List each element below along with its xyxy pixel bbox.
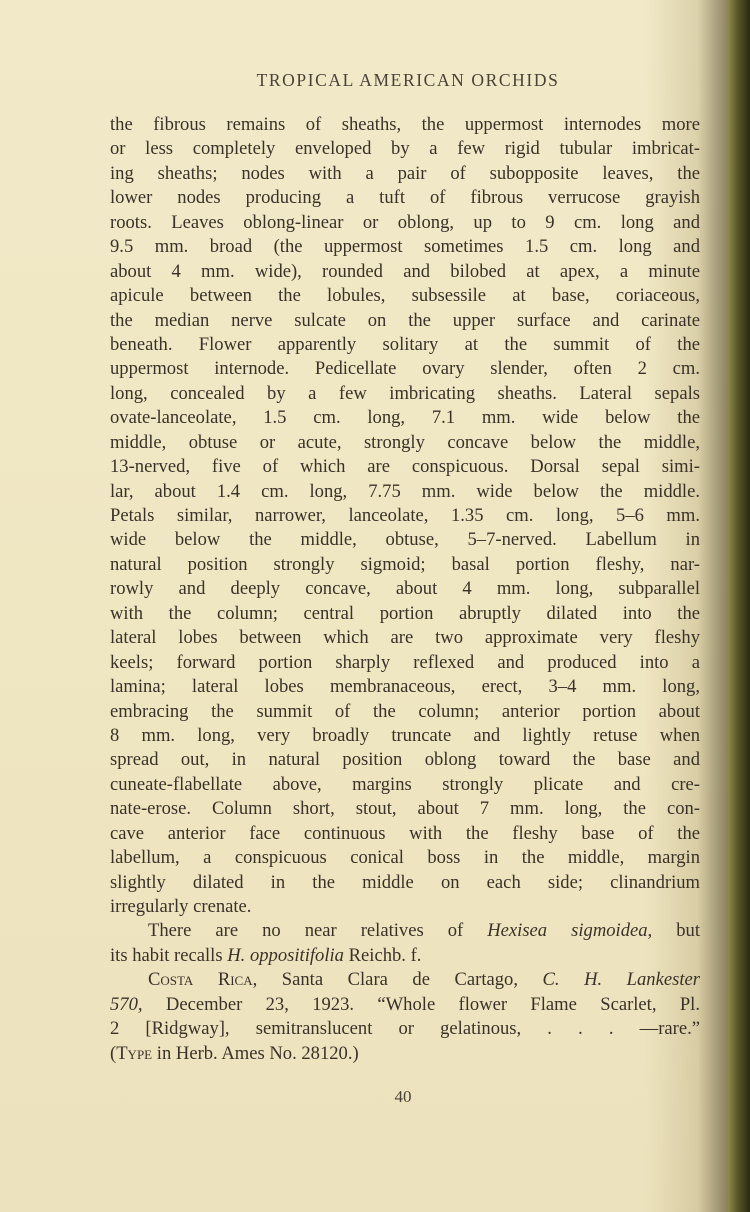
type-label: Type bbox=[116, 1042, 153, 1064]
specimen-number: 570, bbox=[110, 993, 143, 1015]
text-line: with the column; central portion abruptly dilated into the bbox=[110, 602, 700, 624]
text-line: 8 mm. long, very broadly truncate and lightly retuse when bbox=[110, 724, 700, 746]
relatives-text: its habit recalls bbox=[110, 944, 228, 966]
text-line: uppermost internode. Pedicellate ovary slender, often 2 cm. bbox=[110, 358, 700, 380]
text-line: irregularly crenate. bbox=[110, 896, 252, 917]
specimen-line-2 bbox=[110, 993, 700, 1017]
specimen-collector: C. H. Lankester bbox=[542, 969, 700, 991]
book-spine-shadow bbox=[728, 0, 750, 1212]
species-name: Hexisea sigmoidea, bbox=[487, 920, 653, 942]
text-line: apicule between the lobules, subsessile at base, coriaceous, bbox=[110, 285, 700, 307]
specimen-text: December 23, 1923. “Whole flower Flame Scarlet, Pl. bbox=[142, 993, 700, 1015]
description-paragraph bbox=[110, 113, 700, 919]
body-text bbox=[110, 113, 700, 1066]
text-line: 13-nerved, five of which are conspicuous. Dorsal sepal simi- bbox=[110, 456, 700, 478]
text-line: spread out, in natural position oblong toward the base and bbox=[110, 749, 700, 771]
specimen-text: 2 [Ridgway], semitranslucent or gelatinous, . . . —rare.” bbox=[110, 1018, 700, 1040]
text-line: labellum, a conspicuous conical boss in the middle, margin bbox=[110, 847, 700, 869]
text-line: about 4 mm. wide), rounded and bilobed at apex, a minute bbox=[110, 260, 700, 282]
text-line: middle, obtuse or acute, strongly concave below the middle, bbox=[110, 431, 700, 453]
relatives-text: Reichb. f. bbox=[343, 944, 422, 966]
text-line: wide below the middle, obtuse, 5–7-nerved. Labellum in bbox=[110, 529, 700, 551]
text-line: lateral lobes between which are two approximate very fleshy bbox=[110, 627, 700, 649]
text-line: 9.5 mm. broad (the uppermost sometimes 1.5 cm. long and bbox=[110, 236, 700, 258]
specimen-line-4 bbox=[110, 1042, 700, 1066]
text-line: nate-erose. Column short, stout, about 7 mm. long, the con- bbox=[110, 798, 700, 820]
text-line: cave anterior face continuous with the fleshy base of the bbox=[110, 822, 700, 844]
specimen-locality: , Santa Clara de Cartago, bbox=[252, 969, 543, 991]
text-line: embracing the summit of the column; anterior portion about bbox=[110, 700, 700, 722]
text-line: cuneate-flabellate above, margins strongly plicate and cre- bbox=[110, 773, 700, 795]
text-line: rowly and deeply concave, about 4 mm. long, subparallel bbox=[110, 578, 700, 600]
species-name: H. oppositifolia bbox=[227, 944, 344, 966]
text-line: Petals similar, narrower, lanceolate, 1.35 cm. long, 5–6 mm. bbox=[110, 505, 700, 526]
relatives-line-2 bbox=[110, 944, 700, 968]
specimen-line-1 bbox=[110, 968, 700, 992]
relatives-line-1 bbox=[110, 919, 700, 943]
specimen-country: Costa Rica bbox=[148, 969, 253, 991]
text-line: the fibrous remains of sheaths, the uppermost internodes more bbox=[110, 114, 700, 135]
page-number: 40 bbox=[394, 1087, 412, 1106]
text-line: the median nerve sulcate on the upper surface and carinate bbox=[110, 309, 700, 331]
specimen-text: ( bbox=[110, 1042, 117, 1064]
text-line: slightly dilated in the middle on each side; clinandrium bbox=[110, 871, 700, 893]
text-line: natural position strongly sigmoid; basal portion fleshy, nar- bbox=[110, 553, 700, 575]
specimen-line-3 bbox=[110, 1017, 700, 1041]
text-line: lamina; lateral lobes membranaceous, erect, 3–4 mm. long, bbox=[110, 676, 700, 698]
text-line: long, concealed by a few imbricating sheaths. Lateral sepals bbox=[110, 382, 700, 404]
text-line: roots. Leaves oblong-linear or oblong, up to 9 cm. long and bbox=[110, 211, 700, 233]
text-line: ovate-lanceolate, 1.5 cm. long, 7.1 mm. wide below the bbox=[110, 407, 700, 429]
text-line: ing sheaths; nodes with a pair of subopposite leaves, the bbox=[110, 162, 700, 184]
relatives-text: but bbox=[652, 920, 700, 942]
specimen-text: in Herb. Ames No. 28120.) bbox=[152, 1042, 359, 1064]
text-line: lower nodes producing a tuft of fibrous verrucose grayish bbox=[110, 187, 700, 209]
text-line: beneath. Flower apparently solitary at the summit of the bbox=[110, 333, 700, 355]
text-line: keels; forward portion sharply reflexed and produced into a bbox=[110, 651, 700, 673]
text-line: or less completely enveloped by a few rigid tubular imbricat- bbox=[110, 138, 700, 160]
text-line: lar, about 1.4 cm. long, 7.75 mm. wide below the middle. bbox=[110, 480, 700, 502]
running-head: TROPICAL AMERICAN ORCHIDS bbox=[256, 70, 560, 90]
relatives-text: There are no near relatives of bbox=[148, 920, 488, 942]
